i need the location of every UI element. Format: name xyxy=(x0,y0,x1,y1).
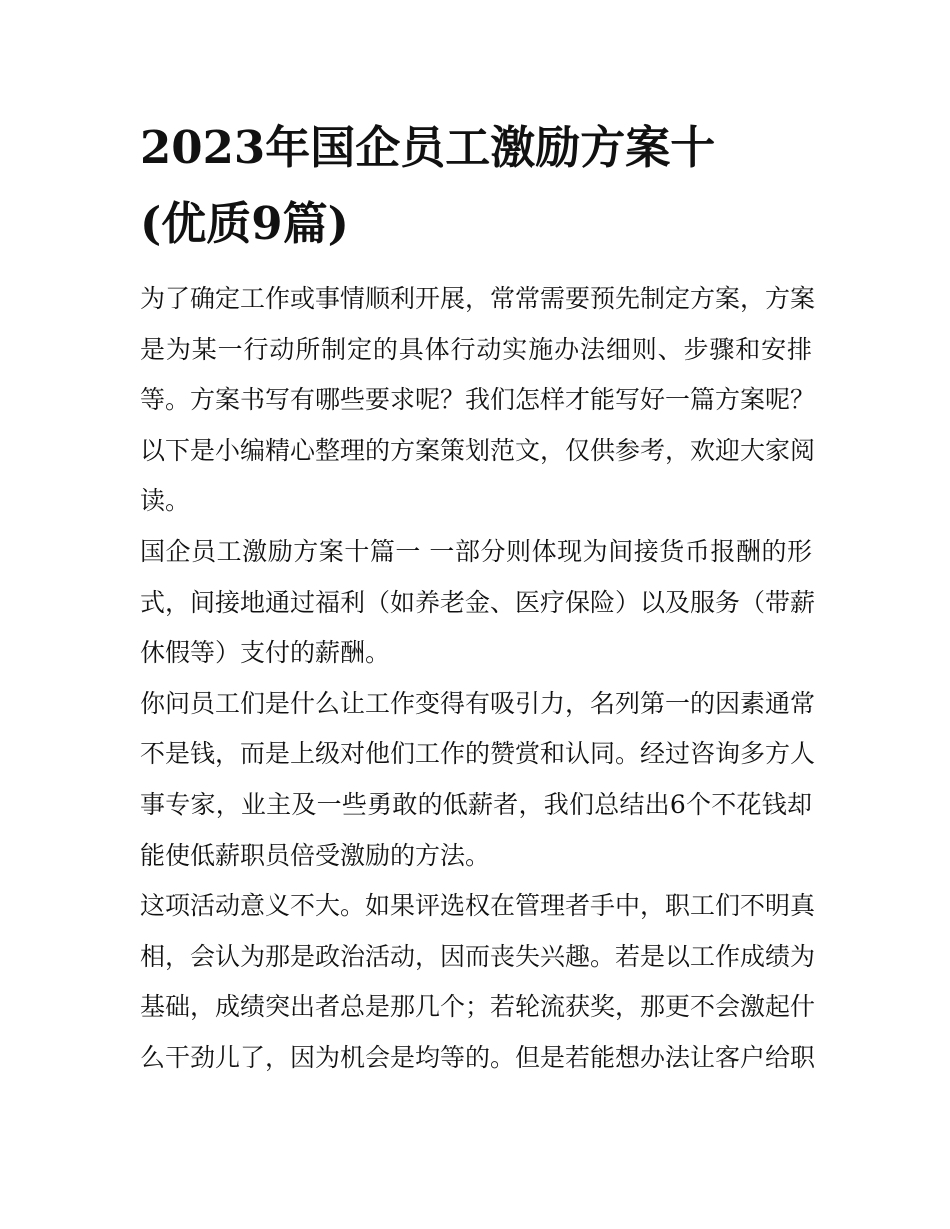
text-line: 读。 xyxy=(140,486,191,516)
text-line: 能使低薪职员倍受激励的方法。 xyxy=(140,840,491,870)
paragraph-selection xyxy=(140,881,816,1083)
text-line: 相，会认为那是政治活动，因而丧失兴趣。若是以工作成绩为 xyxy=(140,941,816,971)
document-title xyxy=(140,110,812,262)
text-line: 么干劲儿了，因为机会是均等的。但是若能想办法让客户给职 xyxy=(140,1042,816,1072)
document-body xyxy=(140,274,816,1084)
paragraph-recognition xyxy=(140,679,816,881)
paragraph-intro xyxy=(140,274,816,527)
text-line: 等。方案书写有哪些要求呢？我们怎样才能写好一篇方案呢？ xyxy=(140,385,816,415)
text-line: 式，间接地通过福利（如养老金、医疗保险）以及服务（带薪 xyxy=(140,587,816,617)
text-line: 休假等）支付的薪酬。 xyxy=(140,638,391,668)
text-line: 不是钱，而是上级对他们工作的赞赏和认同。经过咨询多方人 xyxy=(140,739,816,769)
text-line: 你问员工们是什么让工作变得有吸引力，名列第一的因素通常 xyxy=(140,688,816,718)
text-line: 以下是小编精心整理的方案策划范文，仅供参考，欢迎大家阅 xyxy=(140,435,816,465)
title-line: (优质9篇) xyxy=(140,197,349,250)
text-line: 是为某一行动所制定的具体行动实施办法细则、步骤和安排 xyxy=(140,334,812,364)
text-line: 事专家，业主及一些勇敢的低薪者，我们总结出6个不花钱却 xyxy=(140,789,812,819)
text-line: 基础，成绩突出者总是那几个；若轮流获奖，那更不会激起什 xyxy=(140,992,816,1022)
title-line: 2023年国企员工激励方案十 xyxy=(140,121,716,174)
text-line: 为了确定工作或事情顺利开展，常常需要预先制定方案，方案 xyxy=(140,284,816,313)
document-page xyxy=(140,110,816,1084)
paragraph-section-one xyxy=(140,527,816,679)
text-line: 国企员工激励方案十篇一 一部分则体现为间接货币报酬的形 xyxy=(140,536,812,566)
text-line: 这项活动意义不大。如果评选权在管理者手中，职工们不明真 xyxy=(140,891,816,921)
